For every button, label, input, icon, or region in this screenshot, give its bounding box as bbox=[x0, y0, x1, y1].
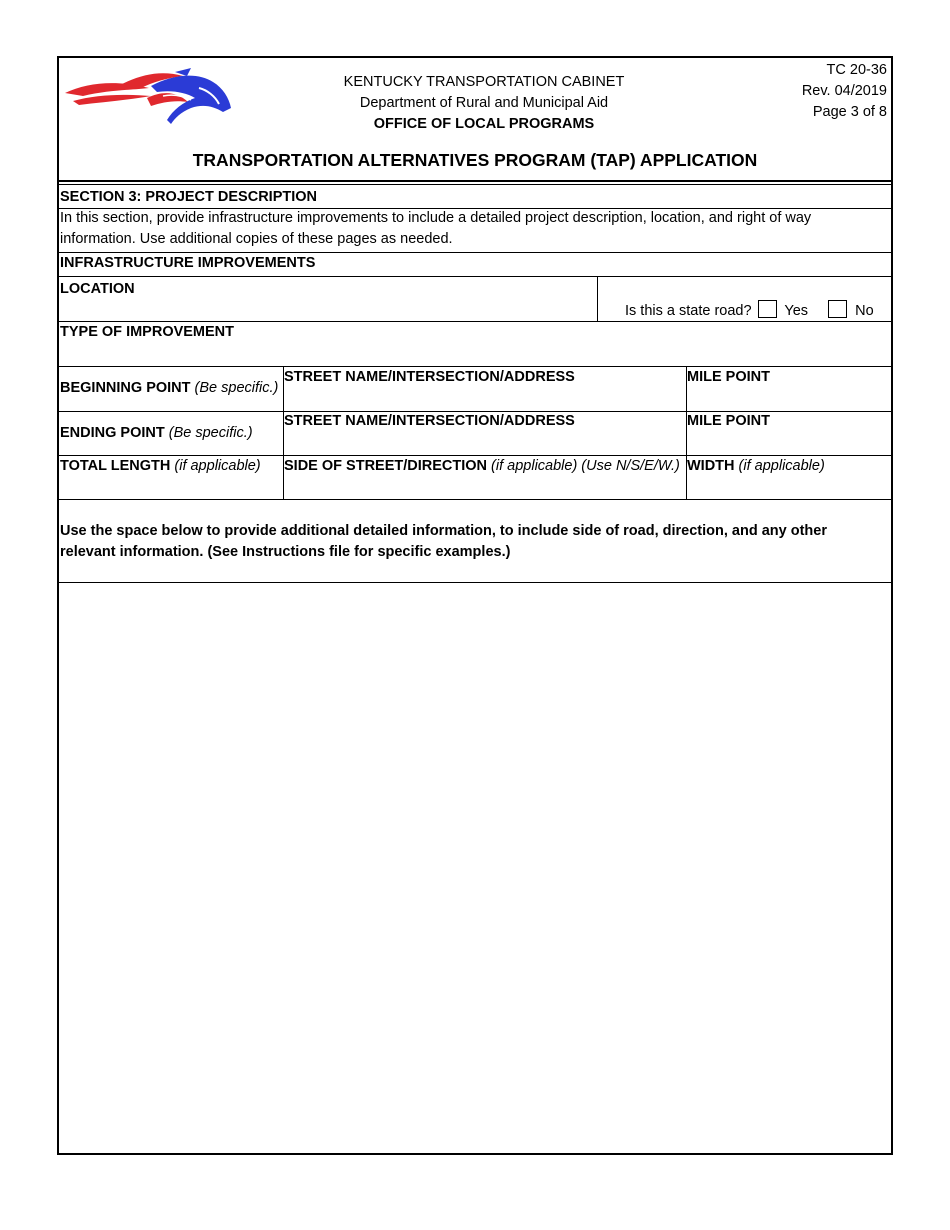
form-revision: Rev. 04/2019 bbox=[801, 83, 887, 99]
divider bbox=[59, 499, 891, 500]
beginning-street-label: STREET NAME/INTERSECTION/ADDRESS bbox=[284, 369, 575, 385]
section-instructions: In this section, provide infrastructure improvements to include a detailed project description, location, and right of way information. Use additional copies of these pages as needed. bbox=[60, 210, 812, 247]
page-number: Page 3 of 8 bbox=[812, 104, 887, 120]
infrastructure-heading: INFRASTRUCTURE IMPROVEMENTS bbox=[60, 255, 316, 271]
title-divider-inner bbox=[59, 184, 891, 185]
agency-name: KENTUCKY TRANSPORTATION CABINET bbox=[343, 74, 625, 90]
side-of-street-label: SIDE OF STREET/DIRECTION (if applicable) (Use N/S/E/W.) bbox=[284, 458, 680, 474]
state-road-question-group bbox=[625, 300, 874, 322]
state-road-no-checkbox[interactable] bbox=[828, 300, 847, 318]
form-frame bbox=[57, 56, 893, 1155]
title-divider bbox=[59, 180, 891, 182]
width-label: WIDTH (if applicable) bbox=[687, 458, 825, 474]
section-heading: SECTION 3: PROJECT DESCRIPTION bbox=[60, 189, 318, 205]
ending-street-label: STREET NAME/INTERSECTION/ADDRESS bbox=[284, 413, 575, 429]
state-road-yes-label: Yes bbox=[784, 303, 809, 319]
ending-point-label: ENDING POINT (Be specific.) bbox=[60, 425, 253, 441]
location-label: LOCATION bbox=[60, 281, 135, 297]
additional-info-instructions: Use the space below to provide additional detailed information, to include side of road, direction, and any other relevant information. (See Instructions file for specific examples.) bbox=[60, 523, 827, 560]
state-road-yes-checkbox[interactable] bbox=[758, 300, 777, 318]
divider bbox=[59, 276, 891, 277]
state-road-no-label: No bbox=[855, 303, 874, 319]
additional-info-textarea[interactable] bbox=[60, 584, 890, 1152]
beginning-mile-point-label: MILE POINT bbox=[687, 369, 770, 385]
divider bbox=[597, 276, 598, 321]
beginning-point-label: BEGINNING POINT (Be specific.) bbox=[60, 380, 279, 396]
total-length-label: TOTAL LENGTH (if applicable) bbox=[60, 458, 261, 474]
department-name: Department of Rural and Municipal Aid bbox=[359, 95, 609, 111]
kytc-horse-logo-icon bbox=[63, 68, 235, 126]
agency-block bbox=[289, 72, 679, 135]
form-title: TRANSPORTATION ALTERNATIVES PROGRAM (TAP) APPLICATION bbox=[192, 150, 758, 170]
divider bbox=[59, 582, 891, 583]
ending-mile-point-label: MILE POINT bbox=[687, 413, 770, 429]
form-number-block bbox=[802, 60, 887, 123]
type-of-improvement-label: TYPE OF IMPROVEMENT bbox=[60, 324, 235, 340]
form-number: TC 20-36 bbox=[826, 62, 887, 78]
state-road-question: Is this a state road? bbox=[625, 303, 752, 319]
office-name: OFFICE OF LOCAL PROGRAMS bbox=[373, 116, 595, 132]
